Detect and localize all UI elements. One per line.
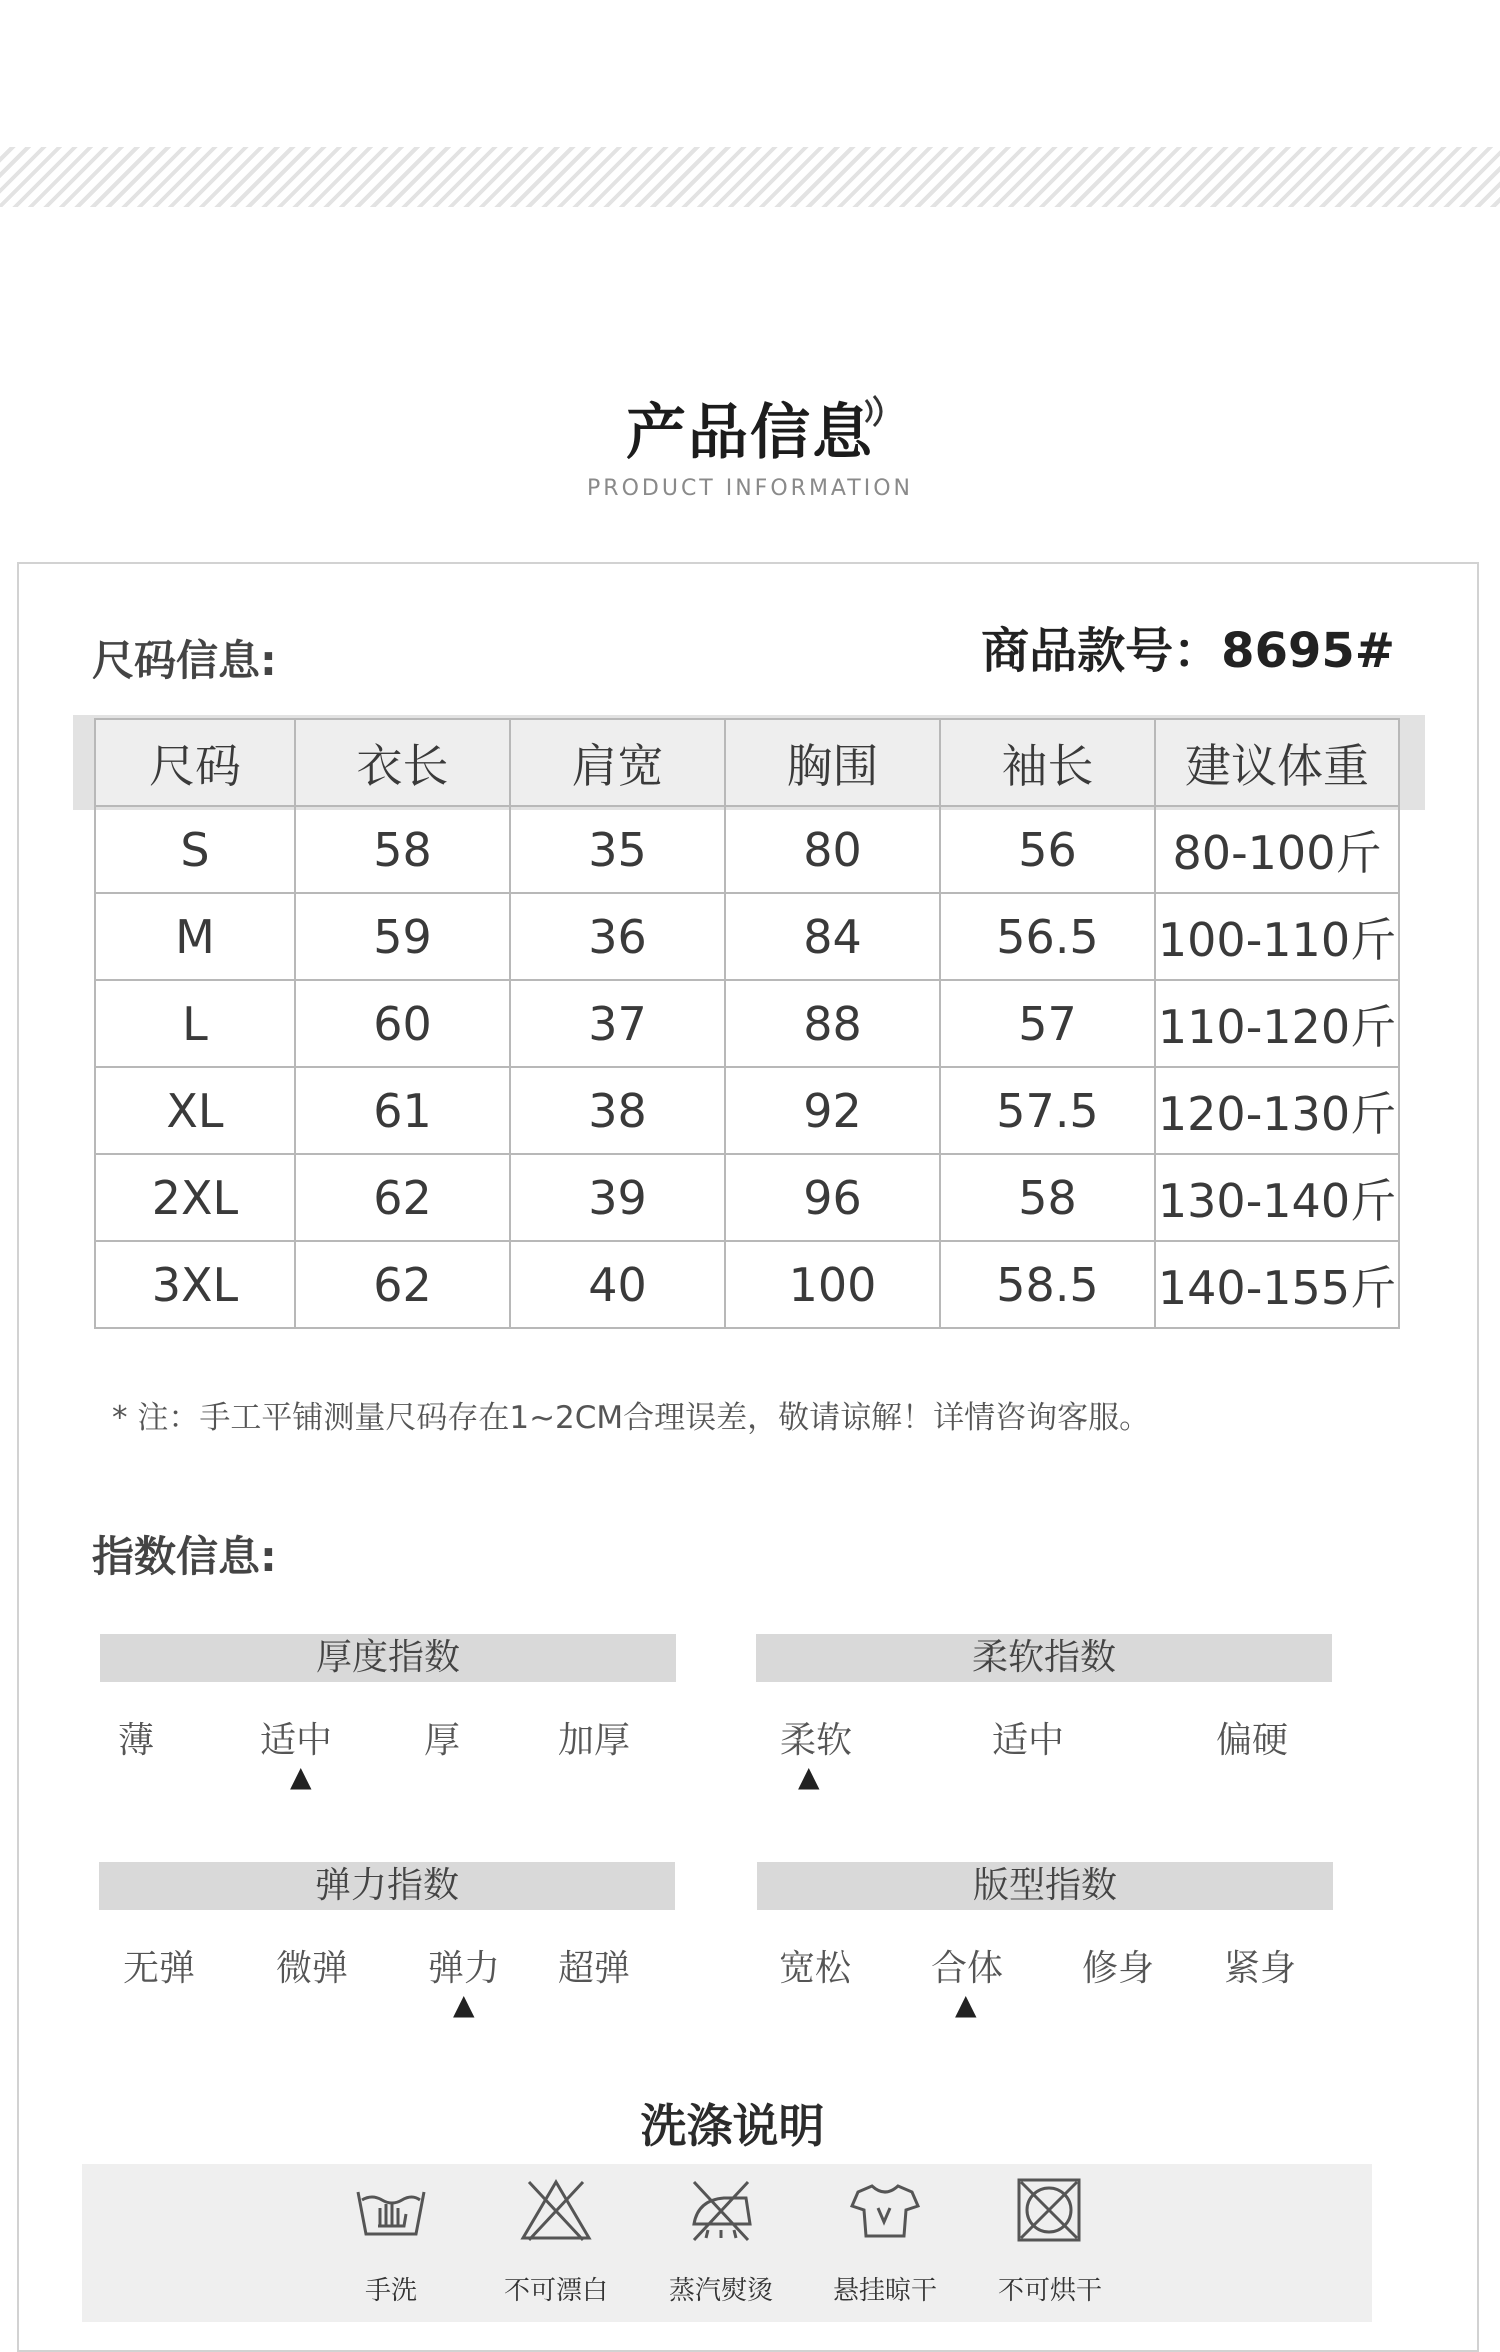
softness-option: 柔软 (780, 1720, 853, 1761)
elasticity-index (99, 1862, 675, 2021)
table-header-cell: 尺码 (95, 719, 295, 806)
table-cell: 130-140斤 (1155, 1154, 1399, 1241)
table-cell: 56.5 (940, 893, 1155, 980)
table-cell: 120-130斤 (1155, 1067, 1399, 1154)
fit-option: 紧身 (1224, 1948, 1297, 1989)
no-bleach-icon (519, 2178, 593, 2242)
table-cell: S (95, 806, 295, 893)
size-table (94, 718, 1400, 1329)
table-cell: 80-100斤 (1155, 806, 1399, 893)
fit-option: 合体 (931, 1948, 1004, 1989)
index-info-label: 指数信息: (92, 1532, 277, 1581)
softness-index-title: 柔软指数 (756, 1634, 1332, 1682)
table-cell: 96 (725, 1154, 940, 1241)
softness-index (756, 1634, 1332, 1793)
table-cell: 57 (940, 980, 1155, 1067)
care-label: 不可漂白 (503, 2276, 608, 2306)
table-cell: 100-110斤 (1155, 893, 1399, 980)
softness-option: 适中 (992, 1720, 1065, 1761)
table-cell: 39 (510, 1154, 725, 1241)
table-row (95, 980, 1399, 1067)
softness-option: 偏硬 (1216, 1720, 1289, 1761)
fit-index-title: 版型指数 (757, 1862, 1333, 1910)
decorative-stripe-band (0, 147, 1500, 207)
fit-option: 修身 (1082, 1948, 1155, 1989)
page-title: 产品信息 (626, 398, 874, 468)
table-cell: M (95, 893, 295, 980)
style-number: 商品款号：8695# (981, 623, 1395, 679)
selected-marker-icon: ▲ (453, 1988, 475, 2021)
thickness-option: 适中 (260, 1720, 333, 1761)
table-header-cell: 肩宽 (510, 719, 725, 806)
elasticity-option: 弹力 (428, 1948, 501, 1989)
table-row (95, 1067, 1399, 1154)
table-cell: 61 (295, 1067, 510, 1154)
table-cell: 59 (295, 893, 510, 980)
table-cell: L (95, 980, 295, 1067)
table-header-cell: 建议体重 (1155, 719, 1399, 806)
care-label: 悬挂晾干 (832, 2276, 937, 2306)
table-cell: 84 (725, 893, 940, 980)
elasticity-option: 微弹 (276, 1948, 349, 1989)
table-cell: 80 (725, 806, 940, 893)
table-header-cell: 衣长 (295, 719, 510, 806)
table-cell: 110-120斤 (1155, 980, 1399, 1067)
table-cell: 3XL (95, 1241, 295, 1328)
table-cell: 38 (510, 1067, 725, 1154)
table-cell: 37 (510, 980, 725, 1067)
signal-deco-icon (860, 392, 890, 432)
care-label: 蒸汽熨烫 (668, 2276, 773, 2306)
table-cell: XL (95, 1067, 295, 1154)
selected-marker-icon: ▲ (798, 1760, 820, 1793)
thickness-option: 加厚 (558, 1720, 631, 1761)
fit-option: 宽松 (779, 1948, 852, 1989)
thickness-option: 薄 (118, 1720, 155, 1761)
table-cell: 62 (295, 1154, 510, 1241)
table-cell: 35 (510, 806, 725, 893)
no-tumble-dry-icon (1013, 2178, 1087, 2242)
table-header-cell: 袖长 (940, 719, 1155, 806)
table-cell: 58 (295, 806, 510, 893)
care-label: 手洗 (364, 2276, 417, 2306)
size-info-label: 尺码信息: (92, 636, 277, 685)
measurement-note: * 注：手工平铺测量尺码存在1~2CM合理误差，敬请谅解！详情咨询客服。 (112, 1400, 1151, 1436)
care-item-steam-iron (656, 2178, 786, 2307)
care-item-no-bleach (491, 2178, 621, 2307)
elasticity-index-title: 弹力指数 (99, 1862, 675, 1910)
table-cell: 100 (725, 1241, 940, 1328)
table-cell: 57.5 (940, 1067, 1155, 1154)
care-label: 不可烘干 (997, 2276, 1102, 2306)
table-cell: 40 (510, 1241, 725, 1328)
table-cell: 140-155斤 (1155, 1241, 1399, 1328)
table-cell: 92 (725, 1067, 940, 1154)
care-item-hand-wash (326, 2178, 456, 2307)
fit-index (757, 1862, 1333, 2021)
table-cell: 2XL (95, 1154, 295, 1241)
selected-marker-icon: ▲ (955, 1988, 977, 2021)
table-cell: 62 (295, 1241, 510, 1328)
table-cell: 58.5 (940, 1241, 1155, 1328)
table-header-row (95, 719, 1399, 806)
table-cell: 88 (725, 980, 940, 1067)
table-row (95, 1241, 1399, 1328)
thickness-option: 厚 (424, 1720, 461, 1761)
hang-dry-icon (848, 2178, 922, 2242)
table-cell: 56 (940, 806, 1155, 893)
table-cell: 36 (510, 893, 725, 980)
page-subtitle: PRODUCT INFORMATION (587, 476, 913, 501)
hand-wash-icon (354, 2178, 428, 2242)
table-row (95, 893, 1399, 980)
table-cell: 58 (940, 1154, 1155, 1241)
table-row (95, 1154, 1399, 1241)
thickness-index-title: 厚度指数 (100, 1634, 676, 1682)
washing-title: 洗涤说明 (640, 2099, 825, 2153)
elasticity-option: 超弹 (558, 1948, 631, 1989)
table-row (95, 806, 1399, 893)
thickness-index (100, 1634, 676, 1793)
selected-marker-icon: ▲ (290, 1760, 312, 1793)
care-item-hang-dry (820, 2178, 950, 2307)
table-header-cell: 胸围 (725, 719, 940, 806)
elasticity-option: 无弹 (123, 1948, 196, 1989)
care-item-no-tumble-dry (985, 2178, 1115, 2307)
table-cell: 60 (295, 980, 510, 1067)
steam-iron-icon (684, 2178, 758, 2242)
